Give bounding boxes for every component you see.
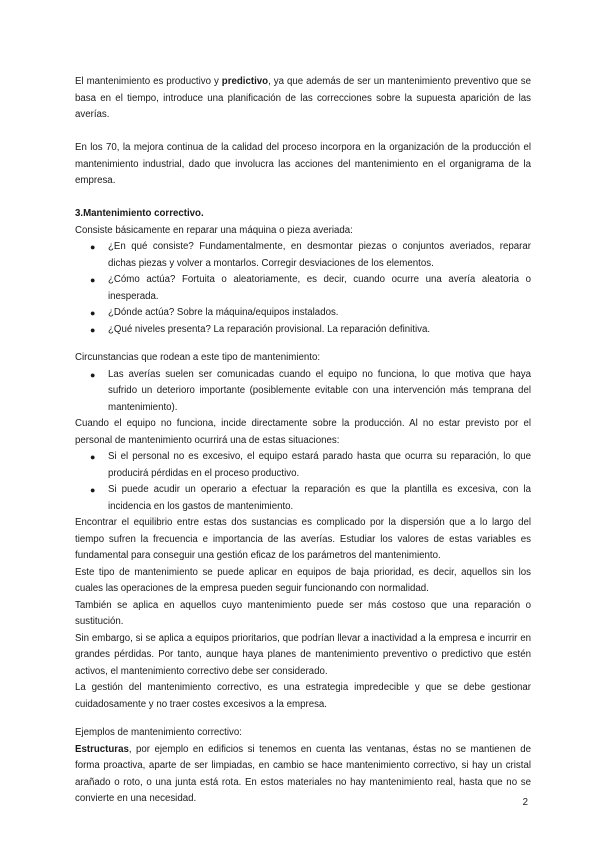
bullet-icon: ●: [90, 324, 96, 335]
bullet-icon: ●: [90, 369, 96, 380]
bullet-list-situations: [75, 449, 531, 515]
list-item-text: ¿En qué consiste? Fundamentalmente, en desmontar piezas o conjuntos averiados, reparar dichas piezas y volver a montarlos. Corregir desviaciones de los elementos.: [108, 241, 531, 269]
list-item-text: Si el personal no es excesivo, el equipo estará parado hasta que ocurra su reparación, lo que producirá pérdidas en el proceso productivo.: [108, 451, 531, 479]
list-item: [75, 367, 531, 417]
bullet-icon: ●: [90, 242, 96, 252]
paragraph-prioritarios: Sin embargo, si se aplica a equipos prioritarios, que podrían llevar a inactividad a la empresa e incurrir en grandes pérdidas. Por tanto, aunque haya planes de mantenimiento preventivo o predictivo que estén activos, el mantenimiento correctivo debe ser considerado.: [75, 632, 531, 677]
spacer: [75, 190, 531, 207]
paragraph-costoso: También se aplica en aquellos cuyo mantenimiento puede ser más costoso que una reparación o sustitución.: [75, 599, 531, 627]
circumstances-intro: Circunstancias que rodean a este tipo de mantenimiento:: [75, 352, 321, 363]
paragraph-equilibrio: Encontrar el equilibrio entre estas dos sustancias es complicado por la dispersión que a lo largo del tiempo sufren la frecuencia e importancia de las averías. Estudiar los valores de estas variables es fundamental para conseguir una gestión eficaz de los parámetros del mantenimiento.: [75, 517, 531, 561]
spacer: [75, 338, 531, 350]
paragraph-estructuras: [75, 742, 531, 808]
text-run: , por ejemplo en edificios si tenemos en cuenta las ventanas, éstas no se mantienen de forma proactiva, aparte de ser limpiadas, en cambio se hace mantenimiento correctivo, si hay un cristal arañado o roto, o una junta está rota. En estos materiales no hay mantenimiento real, hasta que no se convierte en una necesidad.: [75, 743, 531, 804]
bullet-icon: ●: [90, 452, 96, 462]
section-heading: 3.Mantenimiento correctivo.: [75, 208, 204, 219]
bullet-icon: ●: [90, 275, 96, 285]
section-intro: Consiste básicamente en reparar una máquina o pieza averiada:: [75, 224, 353, 236]
list-item-text: Las averías suelen ser comunicadas cuando el equipo no funciona, lo que motiva que haya sufrido un deterioro importante (posiblemente evitable con una intervención más temprana del mantenimiento).: [108, 368, 531, 413]
bullet-list-circumstances: [75, 367, 531, 417]
bullet-icon: ●: [90, 308, 96, 318]
bullet-icon: ●: [90, 485, 96, 495]
spacer: [75, 713, 531, 725]
bold-term: predictivo: [221, 76, 269, 87]
list-item: [75, 239, 531, 272]
list-item: [75, 322, 531, 339]
text-run: El mantenimiento es productivo y: [75, 76, 222, 87]
paragraph-70s: En los 70, la mejora continua de la calidad del proceso incorpora en la organización de la producción el mantenimiento industrial, dado que involucra las acciones del mantenimiento en el organigrama de la empresa.: [75, 142, 531, 186]
page-number: 2: [522, 797, 528, 808]
text-run: , ya que además de ser un mantenimiento preventivo que se basa en el tiempo, introduce una planificación de las correcciones sobre la supuesta aparición de las averías.: [75, 76, 532, 120]
examples-intro: Ejemplos de mantenimiento correctivo:: [75, 727, 242, 738]
list-item-text: Si puede acudir un operario a efectuar la reparación es que la plantilla es excesiva, con la incidencia en los gastos de mantenimiento.: [108, 484, 531, 512]
spacer: [75, 124, 531, 141]
paragraph-no-funciona: Cuando el equipo no funciona, incide directamente sobre la producción. Al no estar previsto por el personal de mantenimiento ocurrirá una de estas situaciones:: [75, 418, 531, 446]
page-content: [75, 74, 531, 808]
paragraph-predictivo: [75, 74, 531, 124]
list-item-text: ¿Dónde actúa? Sobre la máquina/equipos instalados.: [108, 307, 339, 318]
list-item: [75, 305, 531, 322]
list-item-text: ¿Qué niveles presenta? La reparación provisional. La reparación definitiva.: [108, 323, 431, 335]
list-item: [75, 449, 531, 482]
paragraph-gestion: La gestión del mantenimiento correctivo, es una estrategia impredecible y que se debe gestionar cuidadosamente y no traer costes excesivos a la empresa.: [75, 682, 531, 710]
list-item: [75, 482, 531, 515]
paragraph-baja-prioridad: Este tipo de mantenimiento se puede aplicar en equipos de baja prioridad, es decir, aquellos sin los cuales las operaciones de la empresa pueden seguir funcionando con normalidad.: [75, 566, 531, 594]
list-item: [75, 272, 531, 305]
bullet-list-correctivo: [75, 239, 531, 338]
bold-term: Estructuras: [75, 743, 129, 755]
list-item-text: ¿Cómo actúa? Fortuita o aleatoriamente, es decir, cuando ocurre una avería aleatoria o inesperada.: [108, 274, 531, 302]
